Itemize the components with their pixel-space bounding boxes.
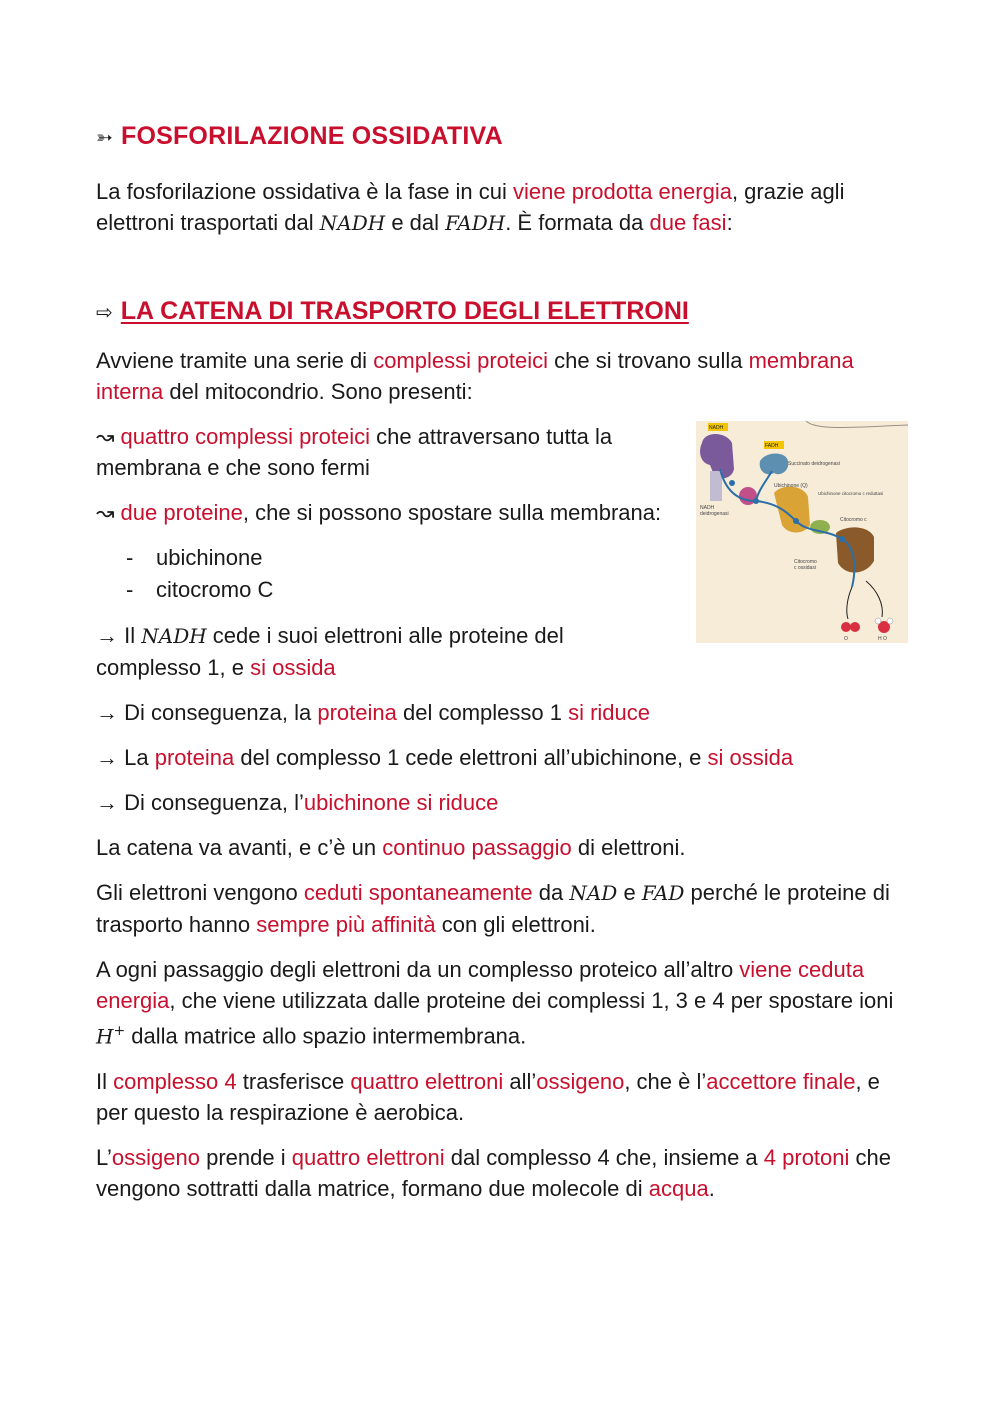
arrow-line-2: [96, 697, 908, 728]
math-fadh: FADH: [445, 211, 506, 235]
highlight-text: complesso 4: [113, 1069, 237, 1095]
intro-paragraph: [96, 176, 908, 239]
text-run: del mitocondrio. Sono presenti:: [163, 379, 473, 404]
text-run: , che è l’: [624, 1069, 707, 1095]
fig-label-fadh: FADH: [765, 443, 779, 449]
math-nad: NAD: [569, 881, 618, 905]
text-run: del complesso 1 cede elettroni all’ubichinone, e: [234, 745, 708, 770]
highlight-text: due proteine: [120, 500, 243, 525]
section-heading-catena: [96, 293, 908, 331]
math-superscript: +: [113, 1023, 126, 1039]
highlight-text: si ossida: [250, 655, 336, 680]
fig-label-citocromo: Citocromo: [794, 559, 817, 565]
text-run: con gli elettroni.: [435, 912, 596, 937]
text-run: cede i suoi elettroni alle proteine del complesso 1, e: [96, 623, 564, 680]
fig-label-ossidasi: c ossidasi: [794, 565, 816, 571]
text-run: che attraversano tutta la membrana e che sono fermi: [96, 424, 613, 480]
paragraph-catena: [96, 832, 908, 863]
fig-label-h2o: H O: [878, 636, 887, 642]
paragraph-complessi: [96, 345, 908, 407]
highlight-text: si ossida: [707, 745, 794, 770]
highlight-text: accettore finale: [706, 1069, 856, 1095]
text-run: del complesso 1: [396, 700, 569, 725]
text-run: dalla matrice allo spazio intermembrana.: [125, 1023, 527, 1049]
arrow-icon: →: [96, 745, 125, 770]
math-h: H: [96, 1024, 114, 1049]
arrow-icon: →: [96, 790, 125, 815]
text-run: L’: [96, 1145, 112, 1171]
text-run: Avviene tramite una serie di: [96, 348, 374, 373]
fig-label-citocromo-c: Citocromo c: [840, 517, 867, 523]
paragraph-complesso4: [96, 1066, 908, 1128]
electron-transport-chain-figure: [696, 421, 908, 643]
text-run: Di conseguenza, la: [124, 700, 318, 725]
text-run: Di conseguenza, l’: [124, 790, 304, 815]
fig-label-o2: O: [844, 636, 848, 642]
highlight-text: continuo passaggio: [382, 835, 572, 860]
text-run: Gli elettroni vengono: [96, 880, 304, 905]
text-run: Il: [124, 623, 142, 648]
fig-label-nadh: NADH: [709, 425, 724, 431]
highlight-text: quattro elettroni: [350, 1069, 504, 1095]
text-run: .: [708, 1176, 715, 1202]
document-page: [96, 118, 908, 1218]
text-run: La fosforilazione ossidativa è la fase in cui: [96, 179, 514, 204]
text-run: di elettroni.: [571, 835, 686, 860]
text-run: all’: [503, 1069, 537, 1095]
text-run: . È formata da: [505, 210, 650, 235]
arrow-icon: →: [96, 623, 125, 648]
text-run: Il: [96, 1069, 114, 1095]
fig-label-deidrogenasi: deidrogenasi: [700, 511, 729, 517]
highlight-text: ceduti spontaneamente: [303, 880, 533, 905]
fig-label-nadh-dh: NADH: [700, 505, 715, 511]
paragraph-elettroni: [96, 877, 908, 940]
tilde-arrow-icon: ↝: [96, 500, 121, 525]
fig-label-succinato: Succinato deidrogenasi: [788, 461, 840, 467]
highlight-text: sempre più affinità: [256, 912, 436, 937]
arrow-line-4: [96, 787, 908, 818]
highlight-text: ossigeno: [536, 1069, 625, 1095]
highlight-text: quattro complessi proteici: [120, 424, 370, 449]
tilde-arrow-icon: ↝: [96, 424, 121, 449]
text-run: , che si possono spostare sulla membrana:: [242, 500, 662, 525]
spacer: [96, 253, 908, 293]
highlight-text: quattro elettroni: [291, 1145, 445, 1171]
math-nadh: NADH: [141, 624, 207, 648]
text-run: La: [124, 745, 155, 770]
paragraph-ossigeno: [96, 1142, 908, 1204]
paragraph-energia: [96, 954, 908, 1052]
math-fad: FAD: [641, 881, 685, 905]
text-run: trasferisce: [236, 1069, 351, 1095]
text-run: che si trovano sulla: [548, 348, 749, 373]
list-item: - ubichinone: [126, 542, 908, 574]
text-run: perché le proteine di trasporto hanno: [96, 880, 890, 937]
text-run: , e per questo la respirazione è aerobica.: [96, 1069, 880, 1126]
text-run: A ogni passaggio degli elettroni da un complesso proteico all’altro: [96, 957, 740, 982]
heading-text: LA CATENA DI TRASPORTO DEGLI ELETTRONI: [120, 297, 689, 325]
text-run: che vengono sottratti dalla matrice, formano due molecole di: [96, 1145, 891, 1202]
fig-label-ubichinone: Ubichinone (Q): [774, 483, 808, 489]
text-run: e dal: [385, 210, 446, 235]
highlight-text: proteina: [317, 700, 397, 725]
fig-label-reduttasi: Ubichinone citocromo c reduttasi: [818, 491, 884, 496]
text-run: , grazie agli elettroni trasportati dal: [96, 179, 845, 235]
highlight-text: 4 protoni: [763, 1145, 850, 1171]
highlight-text: si riduce: [568, 700, 650, 725]
arrow-right-feather-icon: ➳: [96, 127, 113, 149]
highlight-text: complessi proteici: [373, 348, 549, 373]
text-run: prende i: [200, 1145, 292, 1171]
highlight-text: acqua: [648, 1176, 709, 1202]
heading-text: FOSFORILAZIONE OSSIDATIVA: [120, 122, 503, 150]
highlight-text: due fasi: [649, 210, 727, 235]
highlight-text: proteina: [154, 745, 235, 770]
arrow-icon: →: [96, 700, 125, 725]
text-run: , che viene utilizzata dalle proteine dei complessi 1, 3 e 4 per spostare ioni: [169, 988, 894, 1013]
list-item: - citocromo C: [126, 574, 908, 606]
text-run: da: [532, 880, 570, 905]
text-run: :: [726, 210, 733, 235]
highlight-text: viene prodotta energia: [513, 179, 732, 204]
highlight-text: ossigeno: [111, 1145, 200, 1171]
text-run: e: [617, 880, 642, 905]
highlight-text: ubichinone si riduce: [303, 790, 499, 815]
math-nadh: NADH: [319, 211, 386, 235]
text-run: dal complesso 4 che, insieme a: [444, 1145, 764, 1171]
arrow-line-3: [96, 742, 908, 773]
highlight-text: viene ceduta energia: [96, 957, 865, 1013]
text-run: La catena va avanti, e c’è un: [96, 835, 383, 860]
hollow-arrow-icon: ⇨: [96, 302, 113, 324]
highlight-text: membrana interna: [96, 348, 854, 404]
section-heading-fosforilazione: [96, 118, 908, 156]
